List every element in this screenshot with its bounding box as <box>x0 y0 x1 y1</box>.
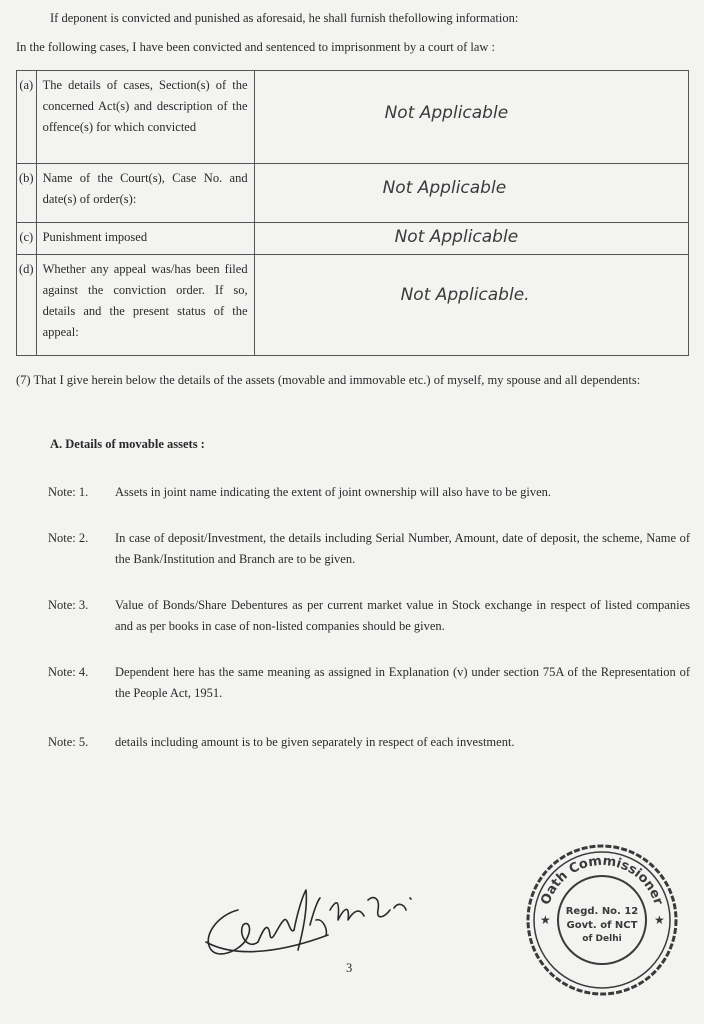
note-item <box>48 732 690 753</box>
table-row <box>17 255 689 356</box>
stamp-star-icon: ★ <box>540 913 551 927</box>
signature <box>198 880 438 975</box>
row-description: Name of the Court(s), Case No. and date(s) of order(s): <box>36 164 254 223</box>
note-text: Dependent here has the same meaning as assigned in Explanation (v) under section 75A of the Representation of the People Act, 1951. <box>115 665 690 700</box>
handwritten-answer: Not Applicable <box>394 227 519 247</box>
row-answer-cell <box>254 255 688 356</box>
row-answer-cell <box>254 71 688 164</box>
note-text: details including amount is to be given separately in respect of each investment. <box>115 735 515 749</box>
table-row <box>17 223 689 255</box>
note-label: Note: 4. <box>48 665 89 679</box>
oath-commissioner-stamp <box>522 840 682 1000</box>
handwritten-answer: Not Applicable <box>384 103 509 123</box>
intro-line-1: If deponent is convicted and punished as aforesaid, he shall furnish thefollowing information: <box>50 11 519 25</box>
note-item <box>48 595 690 637</box>
note-label: Note: 1. <box>48 485 89 499</box>
note-text: Assets in joint name indicating the extent of joint ownership will also have to be given. <box>115 485 552 499</box>
note-label: Note: 5. <box>48 735 89 749</box>
row-answer-cell <box>254 223 688 255</box>
table-row <box>17 164 689 223</box>
row-description: Whether any appeal was/has been filed against the conviction order. If so, details and the present status of the appeal: <box>36 255 254 356</box>
row-label: (d) <box>17 255 37 356</box>
note-text: In case of deposit/Investment, the details including Serial Number, Amount, date of deposit, the scheme, Name of the Bank/Institution and Branch are to be given. <box>115 531 690 566</box>
conviction-table <box>16 70 689 356</box>
stamp-line-2: Regd. No. 12 <box>565 906 639 917</box>
note-item <box>48 528 690 570</box>
handwritten-answer: Not Applicable <box>382 178 507 198</box>
stamp-line-3: Govt. of NCT <box>566 920 638 931</box>
table-row <box>17 71 689 164</box>
stamp-arc-text: Oath Commissioner <box>538 853 666 907</box>
row-answer-cell <box>254 164 688 223</box>
page-number: 3 <box>346 961 353 975</box>
row-label: (b) <box>17 164 37 223</box>
note-item <box>48 662 690 704</box>
handwritten-answer: Not Applicable. <box>400 285 530 305</box>
stamp-line-4: of Delhi <box>582 934 622 944</box>
row-label: (c) <box>17 223 37 255</box>
note-item <box>48 482 690 503</box>
row-description: Punishment imposed <box>36 223 254 255</box>
intro-line-2: In the following cases, I have been convicted and sentenced to imprisonment by a court of law : <box>16 40 496 54</box>
row-description: The details of cases, Section(s) of the concerned Act(s) and description of the offence(s) for which convicted <box>36 71 254 164</box>
row-label: (a) <box>17 71 37 164</box>
stamp-star-icon: ★ <box>654 913 665 927</box>
note-label: Note: 2. <box>48 531 89 545</box>
section-a-heading: A. Details of movable assets : <box>50 437 205 451</box>
note-label: Note: 3. <box>48 598 89 612</box>
paragraph-7: (7) That I give herein below the details of the assets (movable and immovable etc.) of myself, my spouse and all dependents: <box>16 373 641 387</box>
note-text: Value of Bonds/Share Debentures as per current market value in Stock exchange in respect of listed companies and as per books in case of non-listed companies should be given. <box>115 598 690 633</box>
